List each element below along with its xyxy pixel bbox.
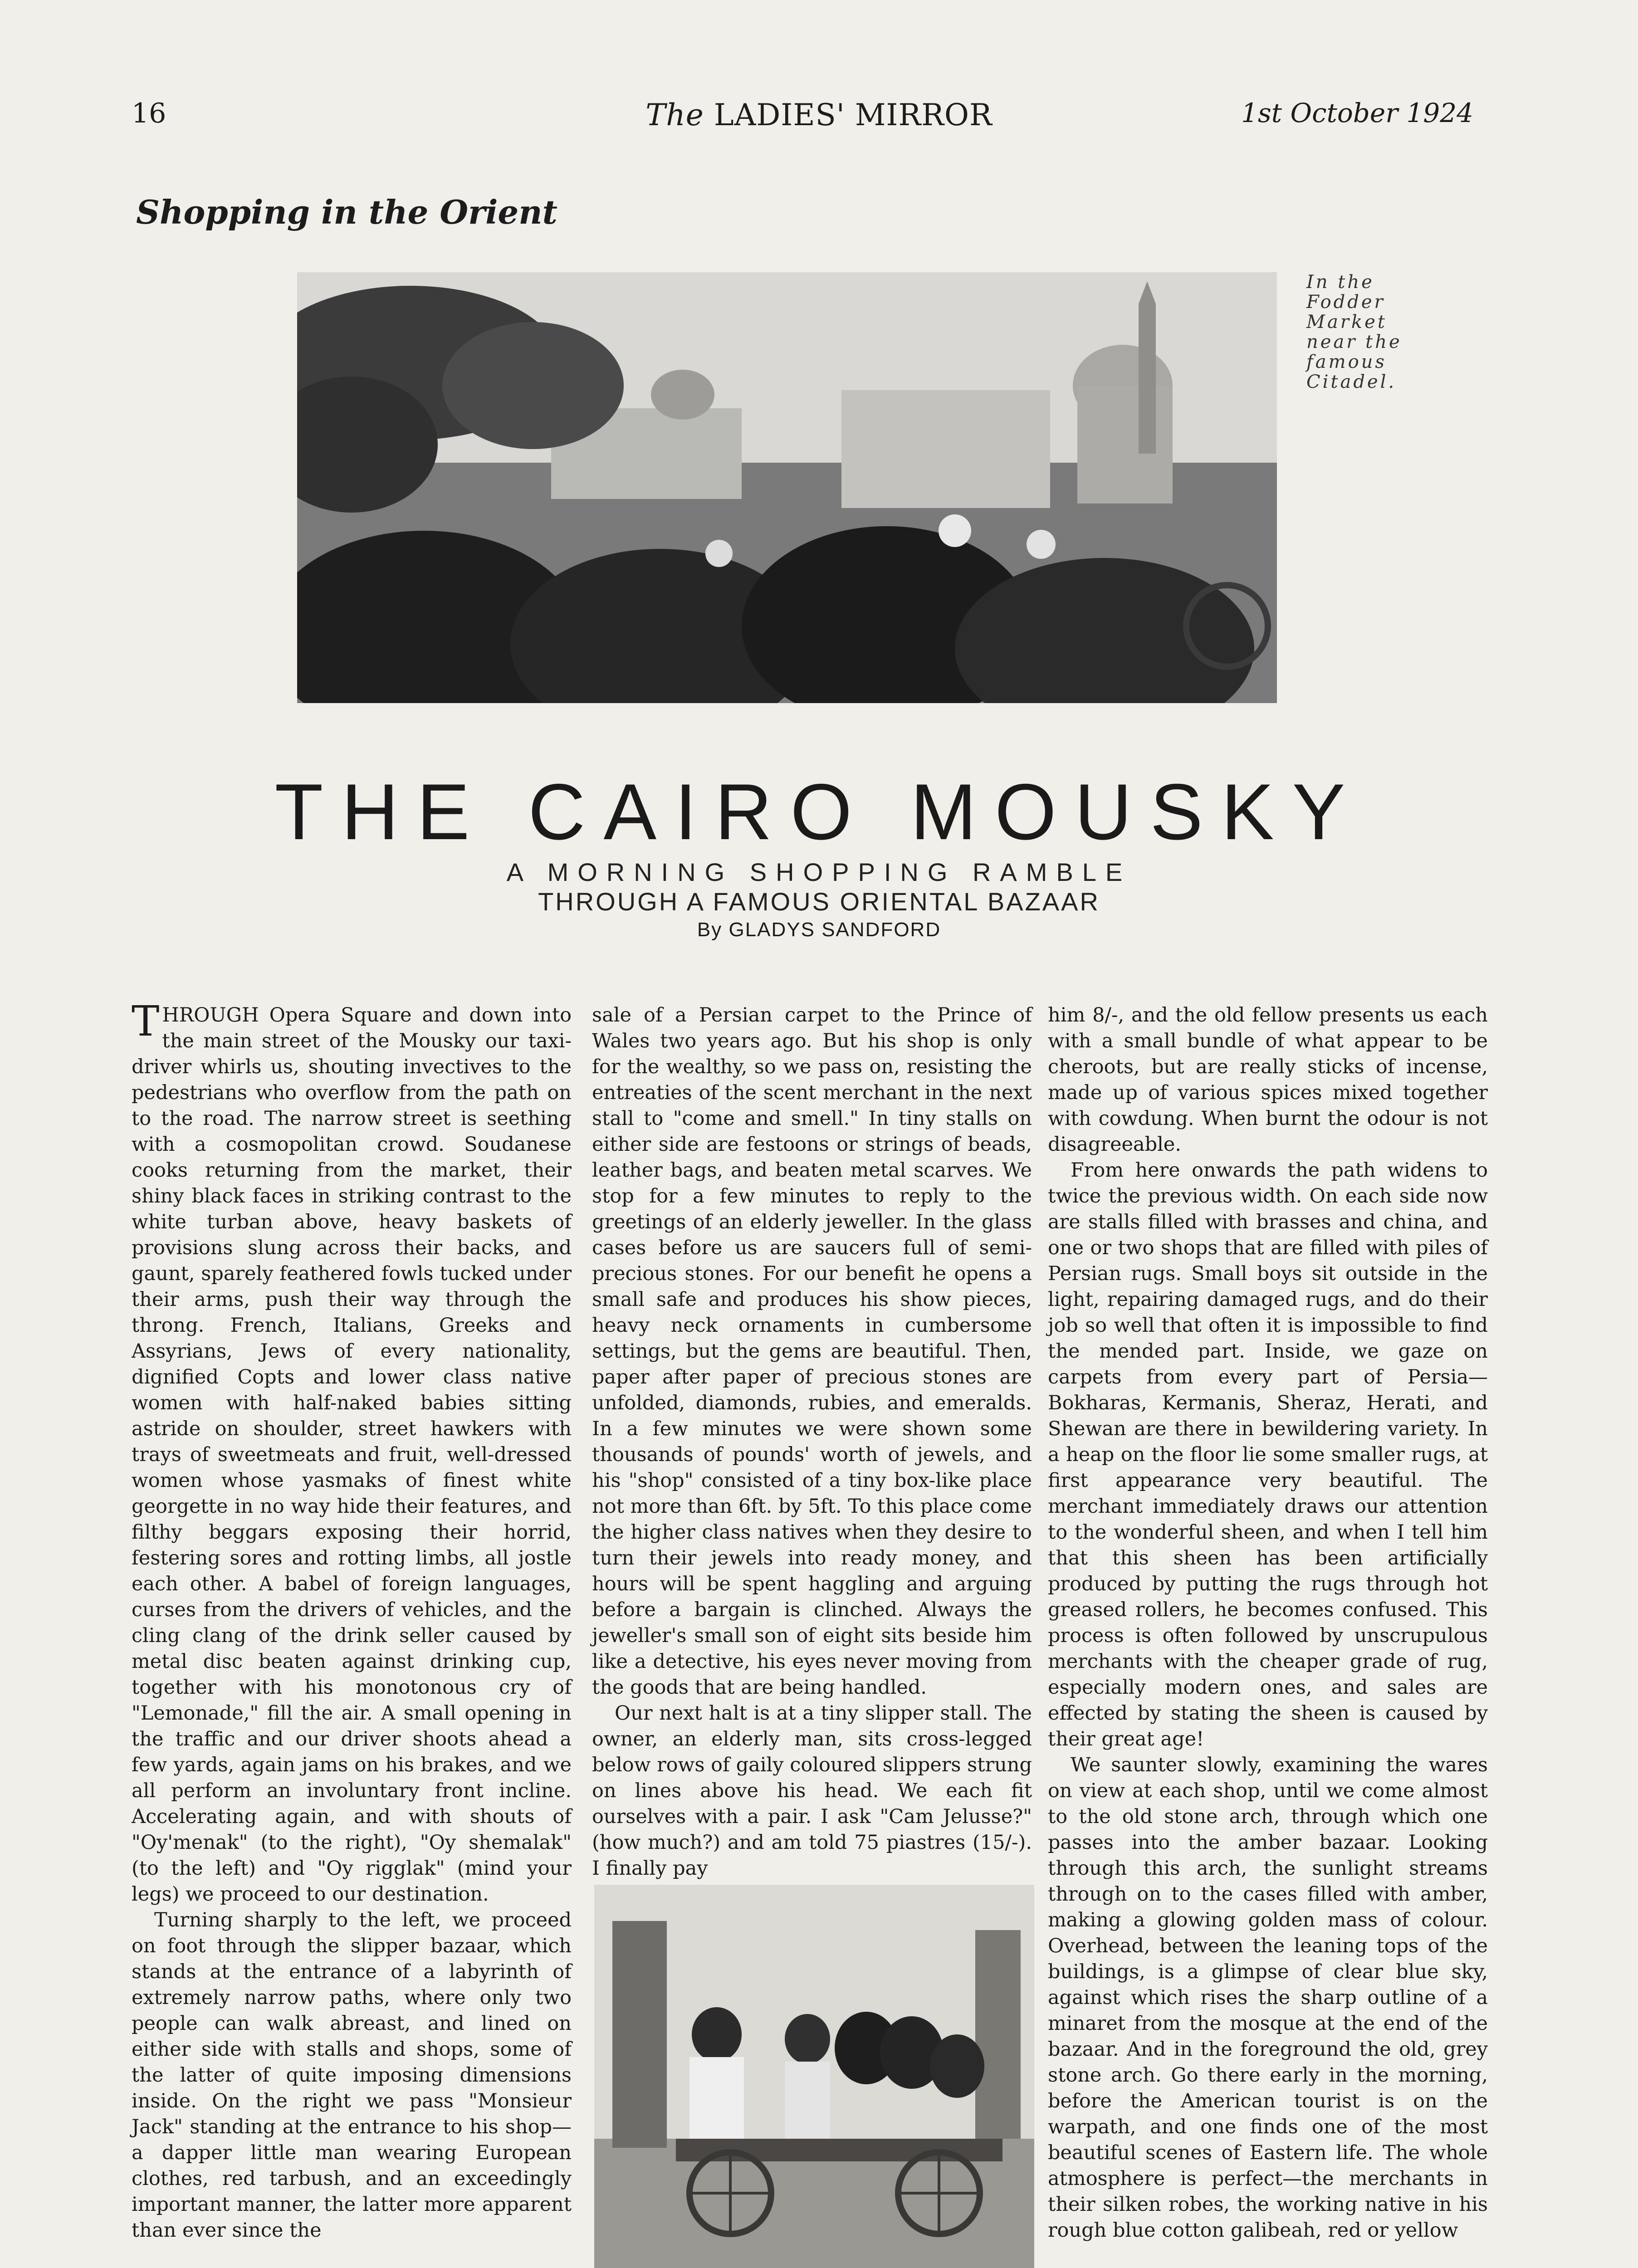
paragraph: [132, 997, 572, 1907]
subheadline-2: THROUGH A FAMOUS ORIENTAL BAZAAR: [538, 887, 1100, 916]
article-column-1: [132, 997, 572, 2268]
paragraph: From here onwards the path widens to twice the previous width. On each side now are stalls filled with brasses and china, and one or two shops that are filled with piles of Persian rugs. Small boys sit outside in the light, repairing damaged rugs, and do their job so well that often it is impossible to find the mended part. Inside, we gaze on carpets from every part of Persia—Bokharas, Kermanis, Sheraz, Herati, and Shewan are there in bewildering variety. In a heap on the floor lie some smaller rugs, at first appearance very beautiful. The merchant immediately draws our attention to the wonderful sheen, and when I tell him that this sheen has been artificially produced by putting the rugs through hot greased rollers, he becomes confused. This process is often followed by unscrupulous merchants with the cheaper grade of rug, especially modern ones, and sales are effected by stating the sheen is caused by their great age!: [1048, 1159, 1488, 1750]
article-column-2: [592, 1002, 1032, 1880]
subheadline-1: A MORNING SHOPPING RAMBLE: [506, 858, 1132, 886]
section-title: Shopping in the Orient: [136, 193, 557, 231]
paragraph-text: HROUGH Opera Square and down into the main street of the Mousky our taxi-driver whirls us, shouting invectives to the pedestrians who overflow from the path on to the road. The narrow street is seething with a cosmopolitan crowd. Soudanese cooks returning from the market, their shiny black faces in striking contrast to the white turban above, heavy baskets of provisions slung across their backs, and gaunt, sparely feathered fowls tucked under their arms, push their way through the throng. French, Italians, Greeks and Assyrians, Jews of every nationality, dignified Copts and lower class native women with half-naked babies sitting astride on shoulder, street hawkers with trays of sweetmeats and fruit, well-dressed women whose yasmaks of finest white georgette in no way hide their features, and filthy beggars exposing their horrid, festering sores and rotting limbs, all jostle each other. A babel of foreign languages, curses from the drivers of vehicles, and the cling clang of the drink seller caused by metal disc beaten against drinking cup, together with his monotonous cry of "Lemonade," fill the air. A small opening in the traffic and our driver shoots ahead a few yards, again jams on his brakes, and we all perform an involuntary front incline. Accelerating again, and with shouts of "Oy'menak" (to the right), "Oy shemalak" (to the left) and "Oy rigglak" (mind your legs) we proceed to our destination.: [132, 1004, 572, 1906]
article-column-3: [1048, 1002, 1488, 2268]
issue-date: 1st October 1924: [1241, 98, 1473, 128]
paragraph: Turning sharply to the left, we proceed on foot through the slipper bazaar, which stands at the entrance of a labyrinth of extremely narrow paths, where only two people can walk abreast, and lined on either side with stalls and shops, some of the latter of quite imposing dimensions inside. On the right we pass "Monsieur Jack" standing at the entrance to his shop—a dapper little man wearing European clothes, red tarbush, and an exceedingly important manner, the latter more apparent than ever since the: [132, 1909, 572, 2242]
article-headline: THE CAIRO MOUSKY: [274, 768, 1364, 856]
paragraph: Our next halt is at a tiny slipper stall. The owner, an elderly man, sits cross-legged below rows of gaily coloured slippers strung on lines above his head. We each fit ourselves with a pair. I ask "Cam Jelusse?" (how much?) and am told 75 piastres (15/-). I finally pay: [592, 1702, 1032, 1880]
page-number: 16: [132, 98, 166, 129]
fodder-market-photo-drawing: [297, 272, 1277, 703]
running-head: [0, 98, 1638, 138]
byline: By GLADYS SANDFORD: [697, 919, 941, 941]
paragraph: sale of a Persian carpet to the Prince of Wales two years ago. But his shop is only for the wealthy, so we pass on, resisting the entreaties of the scent merchant in the next stall to "come and smell." In tiny stalls on either side are festoons or strings of beads, leather bags, and beaten metal scarves. We stop for a few minutes to reply to the greetings of an elderly jeweller. In the glass cases before us are saucers full of semi-precious stones. For our benefit he opens a small safe and produces his show pieces, heavy neck ornaments in cumbersome settings, but the gems are beautiful. Then, paper after paper of precious stones are unfolded, diamonds, rubies, and emeralds. In a few minutes we were shown some thousands of pounds' worth of jewels, and his "shop" consisted of a tiny box-like place not more than 6ft. by 5ft. To this place come the higher class natives when they desire to turn their jewels into ready money, and hours will be spent haggling and arguing before a bargain is clinched. Always the jeweller's small son of eight sits beside him like a detective, his eyes never moving from the goods that are being handled.: [592, 1004, 1032, 1699]
dropcap: T: [132, 997, 160, 1046]
publication-name: LADIES' MIRROR: [714, 98, 993, 132]
paragraph: We saunter slowly, examining the wares on view at each shop, until we come almost to the old stone arch, through which one passes into the amber bazaar. Looking through this arch, the sunlight streams through on to the cases filled with amber, making a glowing golden mass of colour. Overhead, between the leaning tops of the buildings, is a glimpse of clear blue sky, against which rises the sharp outline of a minaret from the mosque at the end of the bazaar. And in the foreground the old, grey stone arch. Go there early in the morning, before the American tourist is on the warpath, and one finds one of the most beautiful scenes of Eastern life. The whole atmosphere is perfect—the merchants in their silken robes, the working native in his rough blue cotton galibeah, red or yellow: [1048, 1754, 1488, 2242]
fodder-market-caption: In the Fodder Market near the famous Citadel.: [1306, 272, 1402, 392]
country-cart-photo-drawing: [594, 1885, 1034, 2268]
country-cart-photo: [594, 1885, 1034, 2268]
fodder-market-photo: [297, 272, 1277, 703]
publication-prefix: The: [645, 98, 704, 132]
paragraph: him 8/-, and the old fellow presents us each with a small bundle of what appear to be cheroots, but are really sticks of incense, made up of various spices mixed together with cowdung. When burnt the odour is not disagreeable.: [1048, 1004, 1488, 1156]
